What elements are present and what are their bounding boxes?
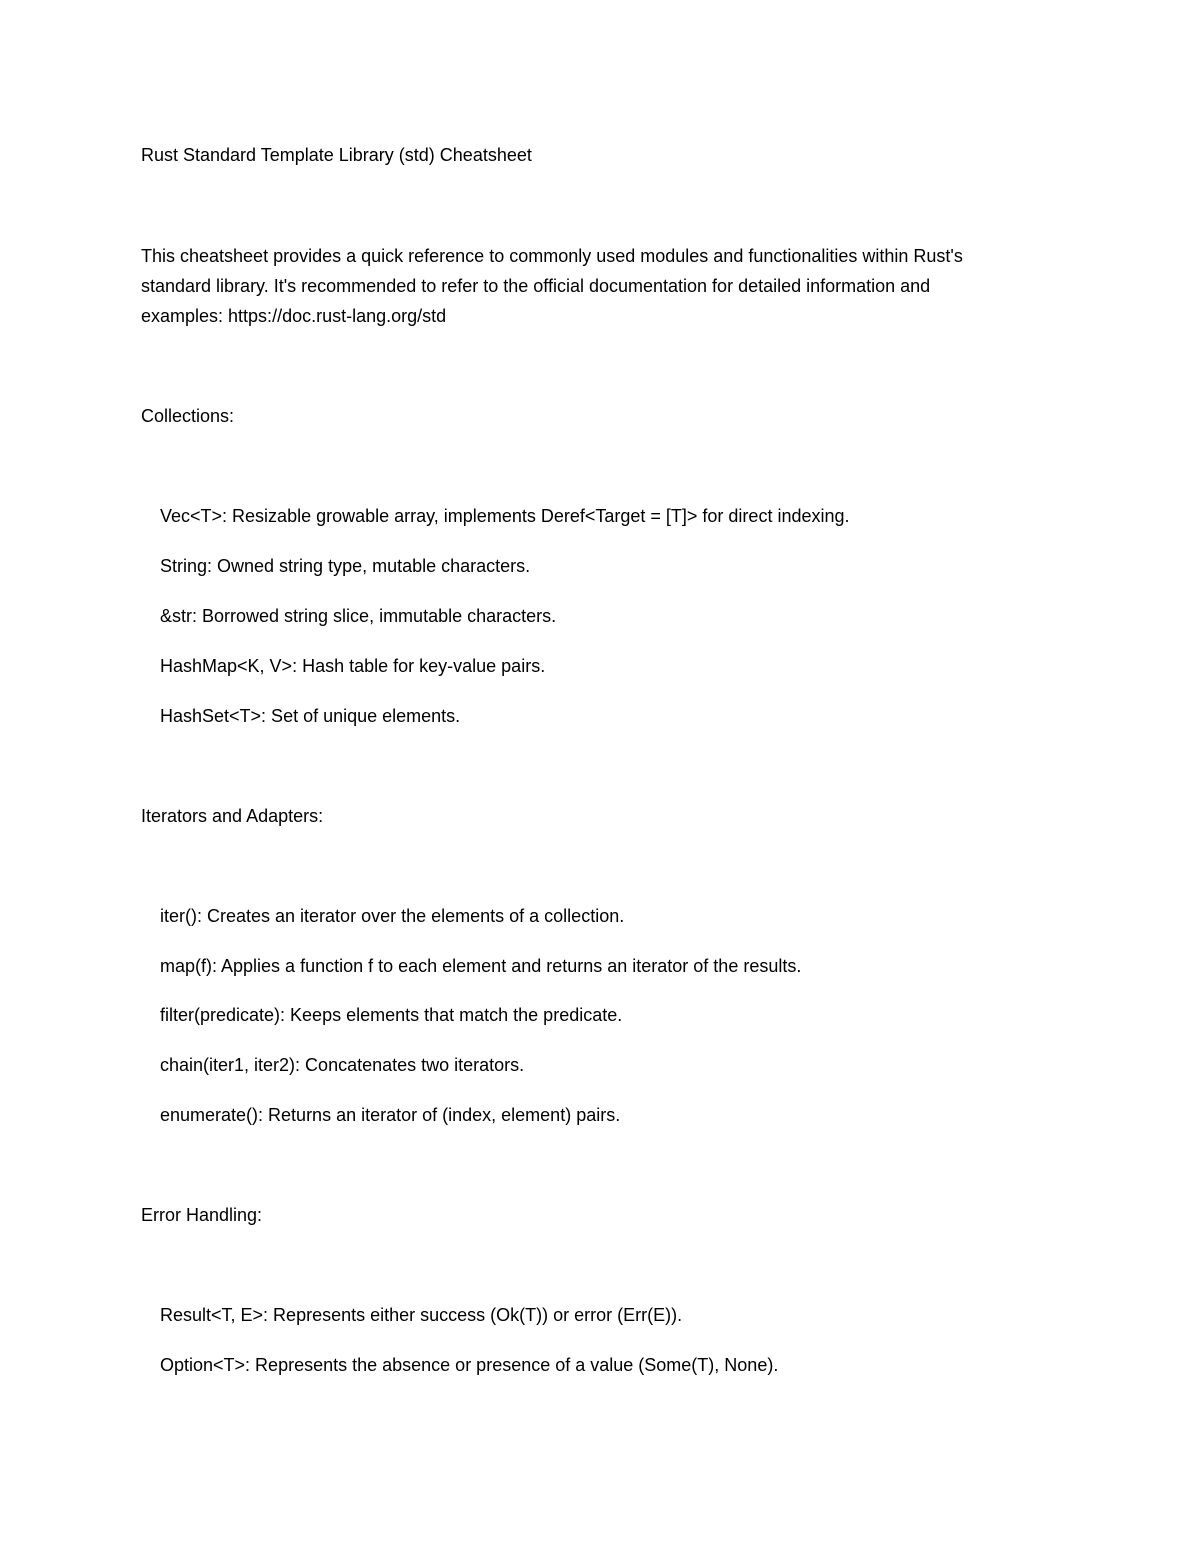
section-heading-iterators: Iterators and Adapters:: [141, 806, 324, 826]
list-item: iter(): Creates an iterator over the elements of a collection.: [160, 906, 625, 926]
list-item: Option<T>: Represents the absence or presence of a value (Some(T), None).: [160, 1355, 779, 1375]
list-item: &str: Borrowed string slice, immutable characters.: [160, 606, 557, 626]
intro-line-2: standard library. It's recommended to refer to the official documentation for detailed information and: [141, 276, 931, 296]
intro-line-3: examples: https://doc.rust-lang.org/std: [141, 306, 447, 326]
list-item: String: Owned string type, mutable characters.: [160, 556, 531, 576]
document-title: Rust Standard Template Library (std) Cheatsheet: [141, 145, 532, 165]
list-item: HashSet<T>: Set of unique elements.: [160, 706, 461, 726]
section-heading-collections: Collections:: [141, 406, 235, 426]
list-item: chain(iter1, iter2): Concatenates two iterators.: [160, 1055, 525, 1075]
list-item: Vec<T>: Resizable growable array, implements Deref<Target = [T]> for direct indexing.: [160, 506, 850, 526]
list-item: Result<T, E>: Represents either success (Ok(T)) or error (Err(E)).: [160, 1305, 683, 1325]
intro-line-1: This cheatsheet provides a quick reference to commonly used modules and functionalities within Rust's: [141, 246, 963, 266]
list-item: map(f): Applies a function f to each element and returns an iterator of the results.: [160, 956, 802, 976]
list-item: HashMap<K, V>: Hash table for key-value pairs.: [160, 656, 546, 676]
section-heading-error-handling: Error Handling:: [141, 1205, 263, 1225]
list-item: filter(predicate): Keeps elements that match the predicate.: [160, 1005, 623, 1025]
list-item: enumerate(): Returns an iterator of (index, element) pairs.: [160, 1105, 621, 1125]
